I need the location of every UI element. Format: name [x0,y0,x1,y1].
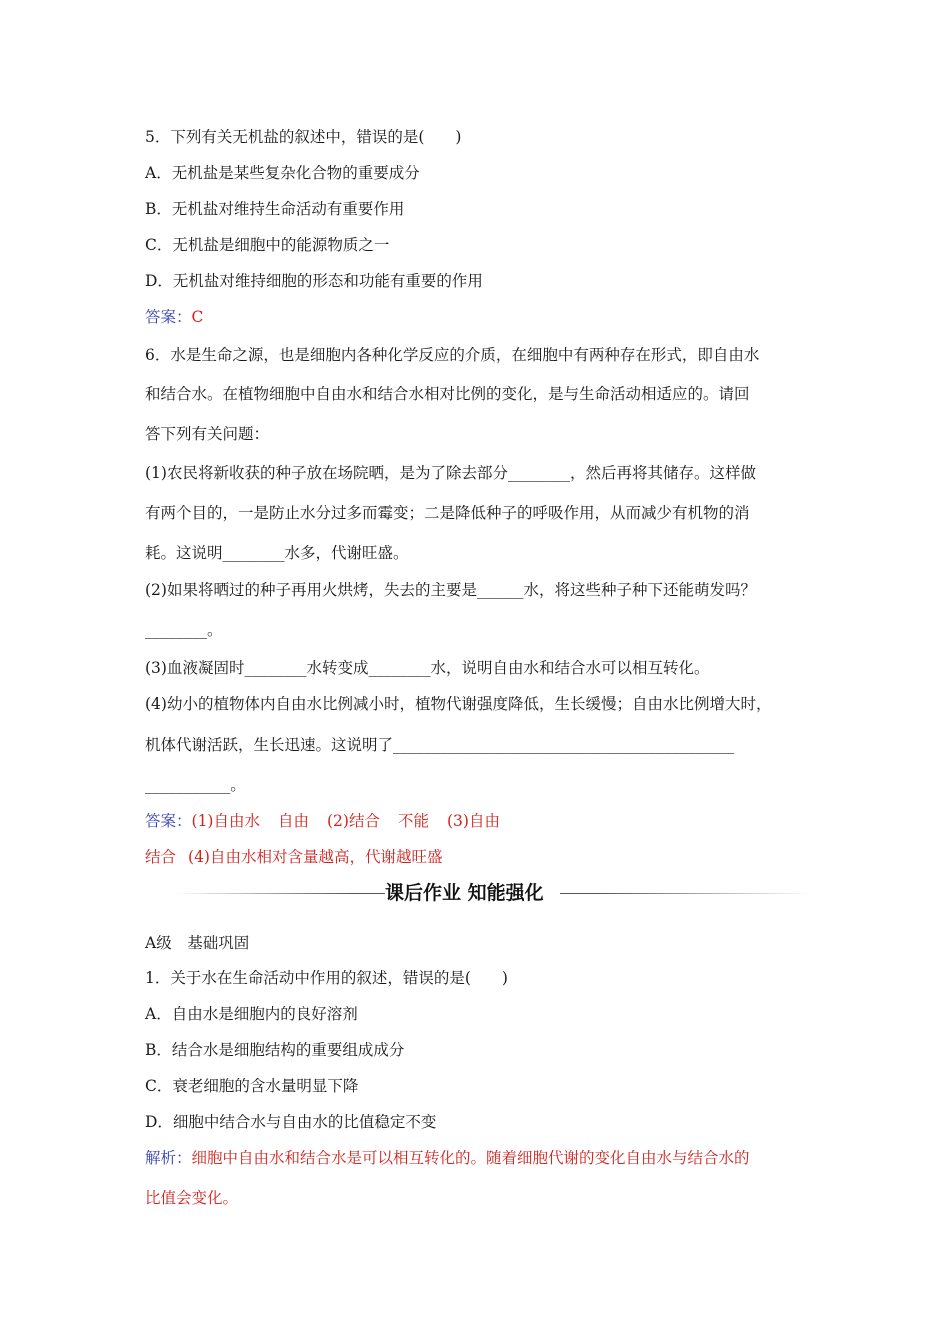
answer-part: 不能 [397,812,429,830]
question-6-part-1-line-1: (1)农民将新收获的种子放在场院晒，是为了除去部分________，然后再将其储存。这样做 [145,464,756,482]
question-5-answer [145,307,203,327]
question-6-part-4-line-3: ___________。 [145,776,246,794]
question-6-answer-line-1 [145,811,500,831]
answer-part: 自由 [277,812,309,830]
question-5-option-d: D．无机盐对维持细胞的形态和功能有重要的作用 [145,272,483,290]
level-a-heading: A级 基础巩固 [145,934,250,952]
question-5-option-b: B．无机盐对维持生命活动有重要作用 [145,200,405,218]
question-5-option-c: C．无机盐是细胞中的能源物质之一 [145,236,390,254]
answer-part: (4)自由水相对含量越高，代谢越旺盛 [188,848,443,866]
question-6-stem-line-3: 答下列有关问题： [145,425,270,443]
question-5-option-a: A．无机盐是某些复杂化合物的重要成分 [145,164,420,182]
answer-part: (2)结合 [327,812,380,830]
answer-part: (3)自由 [446,812,500,830]
question-6-part-2-line-2: ________。 [145,621,223,639]
answer-part: 结合 [145,848,177,866]
answer-value: C [191,308,204,326]
section-title: 课后作业 知能强化 [385,882,544,904]
divider-rule-right [560,893,810,894]
section-divider [175,880,810,906]
question-6-answer-line-2 [145,847,442,867]
question-6-part-1-line-2: 有两个目的，一是防止水分过多而霉变；二是降低种子的呼吸作用，从而减少有机物的消 [145,504,750,522]
level-a-question-1-option-c: C．衰老细胞的含水量明显下降 [145,1077,359,1095]
level-a-question-1-analysis-line-2: 比值会变化。 [145,1189,239,1207]
answer-label: 答案： [145,308,192,326]
level-a-question-1-analysis-line-1 [145,1148,750,1168]
level-a-question-1-option-a: A．自由水是细胞内的良好溶剂 [145,1005,358,1023]
question-6-part-4-line-2: 机体代谢活跃，生长迅速。这说明了____________________________________________ [145,736,735,754]
level-a-question-1-stem: 1．关于水在生命活动中作用的叙述，错误的是( ) [145,969,508,987]
answer-label: 答案： [145,812,192,830]
question-6-stem-line-2: 和结合水。在植物细胞中自由水和结合水相对比例的变化，是与生命活动相适应的。请回 [145,385,750,403]
question-5-stem: 5．下列有关无机盐的叙述中，错误的是( ) [145,128,462,146]
divider-rule-left [175,893,385,894]
answer-part: (1)自由水 [191,812,260,830]
question-6-part-1-line-3: 耗。这说明________水多，代谢旺盛。 [145,544,409,562]
question-6-part-2-line-1: (2)如果将晒过的种子再用火烘烤，失去的主要是______水，将这些种子种下还能萌发吗？ [145,581,756,599]
question-6-part-4-line-1: (4)幼小的植物体内自由水比例减小时，植物代谢强度降低，生长缓慢；自由水比例增大时， [145,695,772,713]
analysis-label: 解析： [145,1149,192,1167]
level-a-question-1-option-d: D．细胞中结合水与自由水的比值稳定不变 [145,1113,437,1131]
question-6-part-3: (3)血液凝固时________水转变成________水，说明自由水和结合水可以相互转化。 [145,659,710,677]
question-6-stem-line-1: 6．水是生命之源，也是细胞内各种化学反应的介质，在细胞中有两种存在形式，即自由水 [145,346,760,364]
level-a-question-1-option-b: B．结合水是细胞结构的重要组成成分 [145,1041,405,1059]
analysis-text: 细胞中自由水和结合水是可以相互转化的。随着细胞代谢的变化自由水与结合水的 [191,1149,750,1167]
